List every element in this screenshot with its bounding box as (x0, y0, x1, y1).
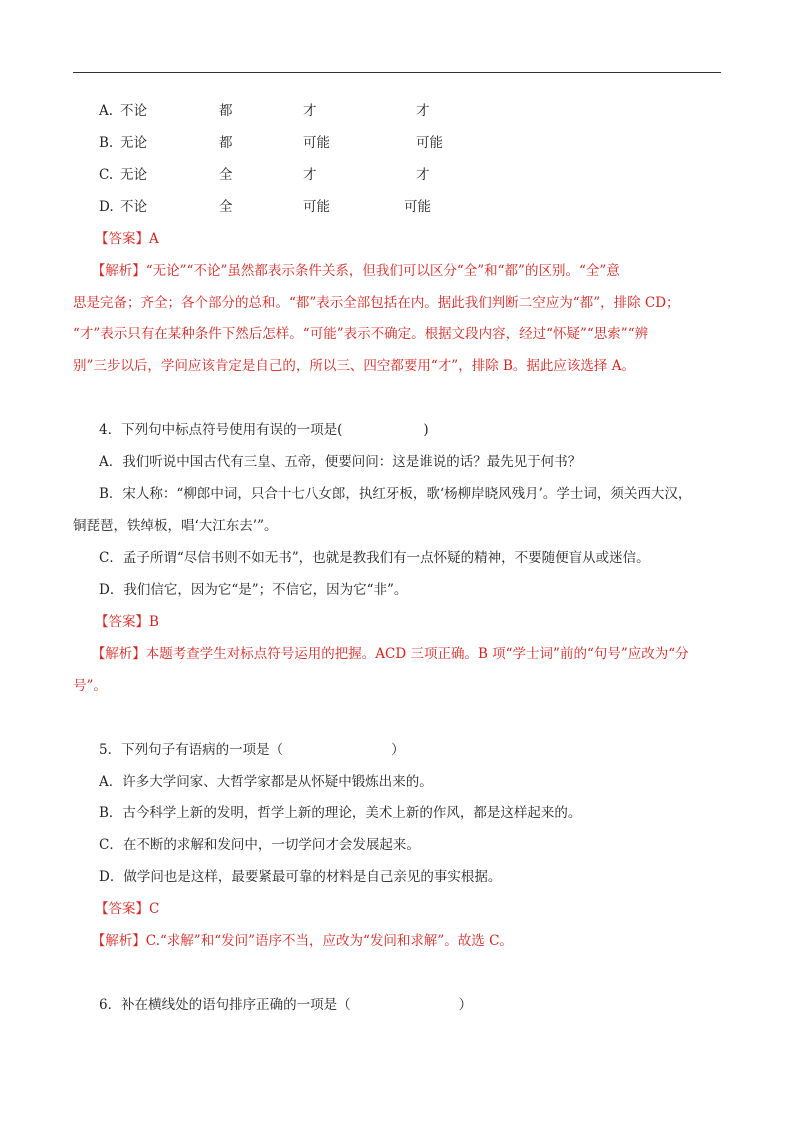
q4-option-c: C．孟子所谓“尽信书则不如无书”，也就是教我们有一点怀疑的精神，不要随便盲从或迷信。 (99, 550, 650, 566)
q4-analysis-line: 【解析】本题考查学生对标点符号运用的把握。ACD 三项正确。B 项“学士词”前的“句号”应改为“分 (85, 646, 689, 662)
q5-option-c: C．在不断的求解和发问中，一切学问才会发展起来。 (99, 837, 420, 853)
q3-analysis-line: 思是完备；齐全；各个部分的总和。“都”表示全部包括在内。据此我们判断二空应为“都”，排除 CD； (73, 295, 680, 311)
q5-option-a: A．许多大学问家、大哲学家都是从怀疑中锻炼出来的。 (99, 774, 433, 790)
header-rule (73, 72, 721, 73)
q4-option-d: D．我们信它，因为它“是”；不信它，因为它“非”。 (99, 582, 408, 598)
q5-stem: 5．下列句子有语病的一项是（ ） (99, 742, 405, 758)
q5-option-d: D．做学问也是这样，最要紧最可靠的材料是自己亲见的事实根据。 (99, 869, 502, 885)
q4-answer: 【答案】B (95, 614, 159, 630)
q6-stem: 6．补在横线处的语句排序正确的一项是（ ） (99, 997, 473, 1013)
q3-analysis-line: 别”三步以后，学问应该肯定是自己的，所以三、四空都要用“才”，排除 B。据此应该选择 A。 (73, 358, 635, 374)
q4-analysis-line: 号”。 (73, 678, 107, 694)
q5-option-b: B．古今科学上新的发明，哲学上新的理论，美术上新的作风，都是这样起来的。 (99, 805, 582, 821)
q3-analysis-line: “才”表示只有在某种条件下然后怎样。“可能”表示不确定。根据文段内容，经过“怀疑”“思索”“辨 (73, 326, 649, 342)
q3-analysis-line: 【解析】“无论”“不论”虽然都表示条件关系，但我们可以区分“全”和“都”的区别。“全”意 (85, 263, 620, 279)
q4-option-b-cont: 铜琵琶，铁绰板，唱‘大江东去’”。 (73, 518, 278, 534)
q4-option-a: A．我们听说中国古代有三皇、五帝，便要问问：这是谁说的话？最先见于何书？ (99, 454, 582, 470)
q4-stem: 4．下列句中标点符号使用有误的一项是( ) (99, 422, 429, 438)
q5-analysis-line: 【解析】C.“求解”和“发问”语序不当，应改为“发问和求解”。故选 C。 (85, 933, 513, 949)
q4-option-b: B．宋人称：“柳郎中词，只合十七八女郎，执红牙板，歌‘杨柳岸晓风残月’。学士词，须关西大汉， (99, 486, 692, 502)
q5-answer: 【答案】C (95, 901, 160, 917)
q3-answer: 【答案】A (95, 231, 159, 247)
